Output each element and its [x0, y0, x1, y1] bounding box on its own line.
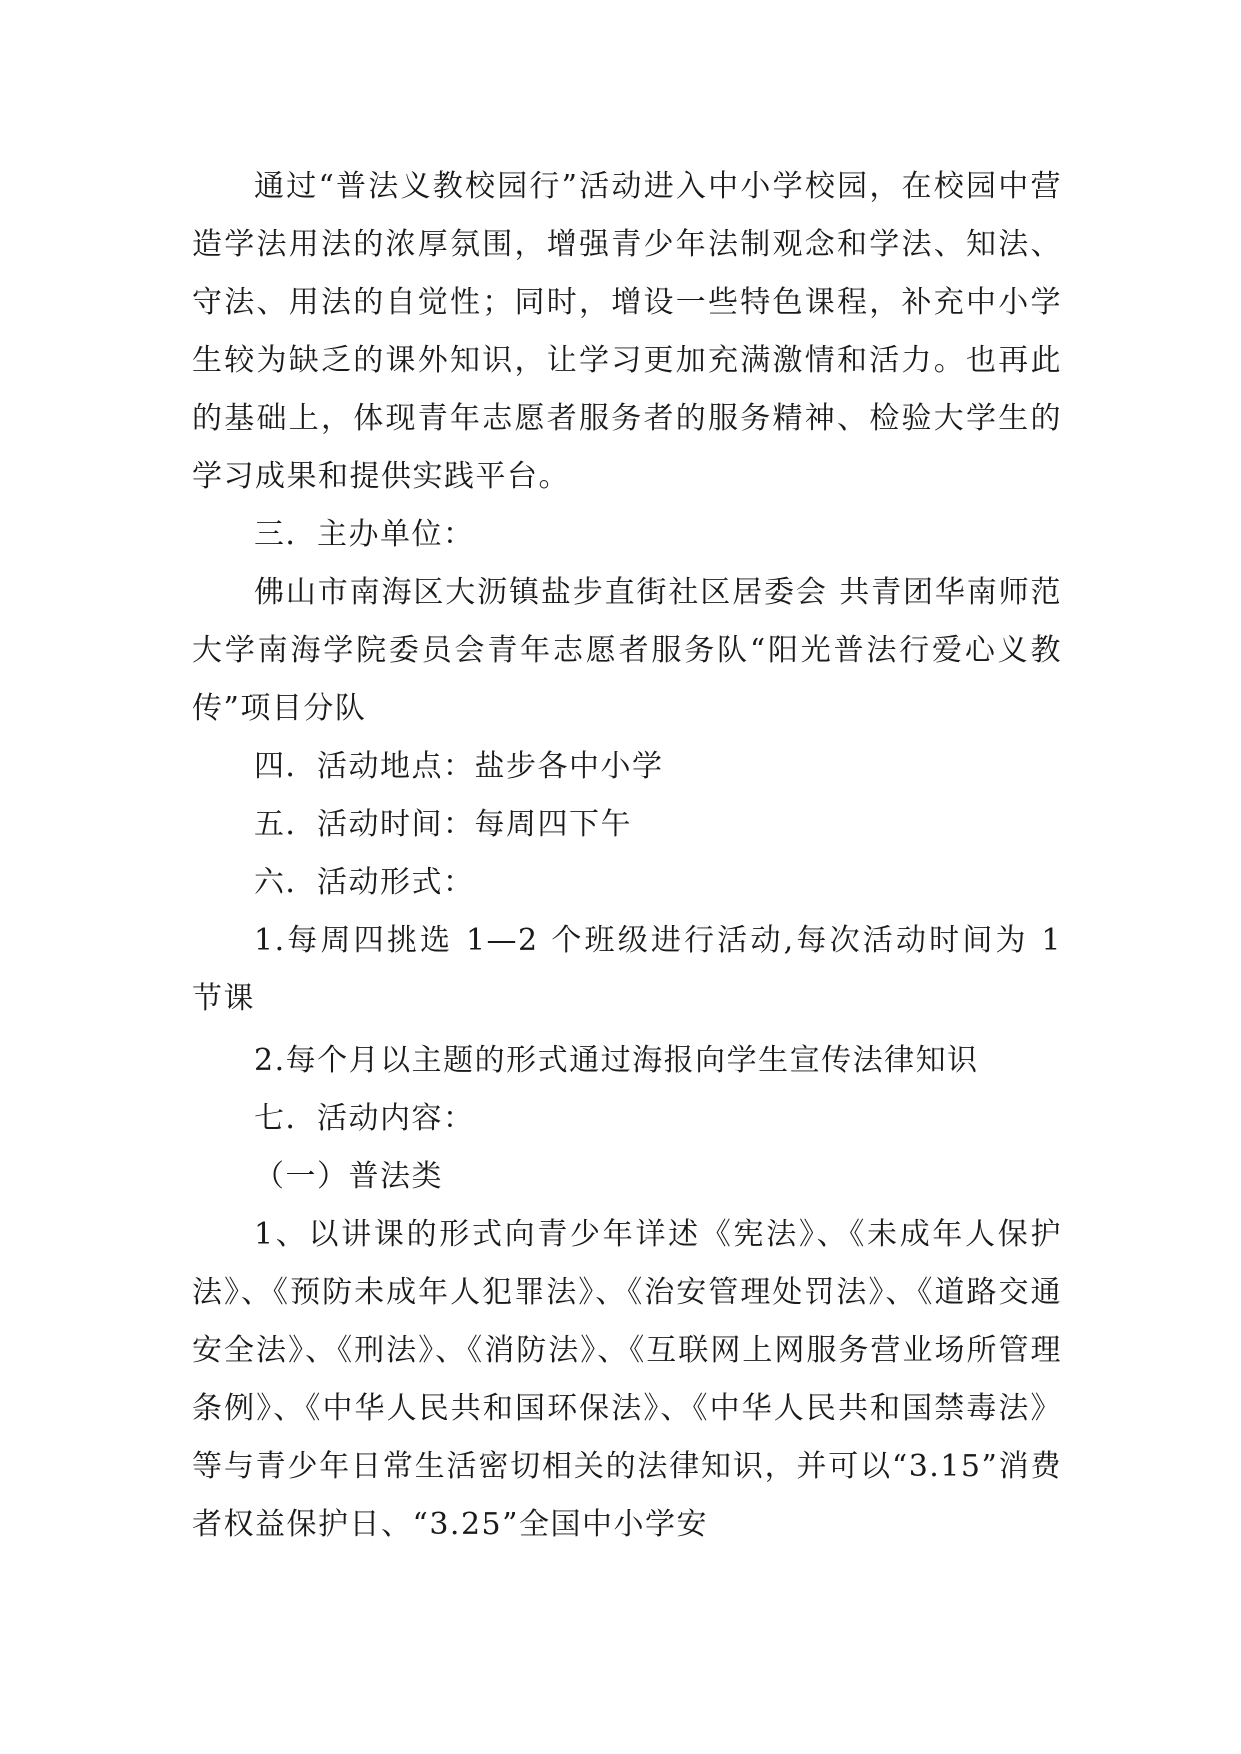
section-7-heading: 七．活动内容： [254, 1101, 475, 1136]
section-4-location: 四．活动地点：盐步各中小学 [254, 749, 664, 784]
section-6-item-2: 2.每个月以主题的形式通过海报向学生宣传法律知识 [254, 1043, 979, 1078]
document-body [192, 158, 1062, 1554]
section-7-item-1: 1、以讲课的形式向青少年详述《宪法》、《未成年人保护法》、《预防未成年人犯罪法》、《治安管理处罚法》、《道路交通安全法》、《刑法》、《消防法》、《互联网上网服务营业场所管理条例》、《中华人民共和国环保法》、《中华人民共和国禁毒法》等与青少年日常生活密切相关的法律知识，并可以“3.15”消费者权益保护日、“3.25”全国中小学安 [192, 1217, 1062, 1542]
section-3-body: 佛山市南海区大沥镇盐步直街社区居委会 共青团华南师范大学南海学院委员会青年志愿者服务队“阳光普法行爱心义教传”项目分队 [192, 575, 1062, 726]
section-6-heading: 六．活动形式： [254, 865, 475, 900]
section-6-item-1: 1.每周四挑选 1—2 个班级进行活动,每次活动时间为 1 节课 [192, 923, 1062, 1016]
section-5-time: 五．活动时间：每周四下午 [254, 807, 632, 842]
section-3-heading: 三．主办单位： [254, 517, 475, 552]
section-7-subheading: （一）普法类 [254, 1159, 443, 1194]
intro-paragraph: 通过“普法义教校园行”活动进入中小学校园，在校园中营造学法用法的浓厚氛围，增强青少年法制观念和学法、知法、守法、用法的自觉性；同时，增设一些特色课程，补充中小学生较为缺乏的课外知识，让学习更加充满激情和活力。也再此的基础上，体现青年志愿者服务者的服务精神、检验大学生的学习成果和提供实践平台。 [192, 169, 1062, 494]
